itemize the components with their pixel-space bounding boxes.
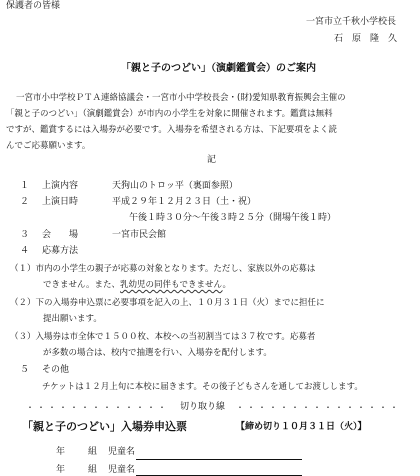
method-1-period: 。 — [222, 280, 232, 290]
item-2-label: 上演日時 — [42, 197, 79, 207]
cut-line-label: 切り取り線 — [180, 402, 226, 412]
form-row-1-name-field[interactable] — [136, 459, 302, 460]
form-row-2-name-label: 児童名 — [108, 465, 136, 475]
form-row-2-class: 組 — [88, 465, 98, 475]
item-1-label: 上演内容 — [42, 181, 79, 191]
form-row-1-name-label: 児童名 — [108, 447, 136, 457]
method-1-line-2 — [43, 281, 231, 290]
method-3-line-1: （３）入場券は市全体で１５００枚、本校への当初割当ては３７枚です。応募者 — [10, 332, 316, 342]
form-row-2-year: 年 — [56, 465, 66, 475]
form-title: 「親と子のつどい」入場券申込票 — [22, 420, 187, 433]
method-2-line-2: 提出願います。 — [43, 314, 102, 324]
item-1-value: 天狗山のトロッ平（裏面参照） — [112, 181, 238, 191]
method-2-line-1: （２）下の入場券申込票に必要事項を記入の上、１０月３１日（火）までに担任に — [10, 298, 325, 308]
item-3-label: 会 場 — [42, 230, 79, 240]
document-title: 「親と子のつどい」（演劇鑑賞会）のご案内 — [121, 63, 316, 74]
intro-line-3: ですが、鑑賞するには入場券が必要です。入場券を希望される方は、下記要項をよく読 — [6, 125, 337, 135]
item-4-number: ４ — [20, 246, 30, 256]
intro-line-1: 一宮市小中学校ＰＴＡ連絡協議会・一宮市小中学校長会・(財)愛知県教育振興会主催の — [16, 93, 346, 103]
item-2-value: 平成２９年１２月２３日（土・祝） — [112, 197, 257, 207]
item-3-value: 一宮市民会館 — [112, 230, 167, 240]
principal-name: 石 原 隆 久 — [334, 34, 398, 44]
salutation: 保護者の皆様 — [6, 1, 61, 11]
form-row-1-year: 年 — [56, 447, 66, 457]
method-1-line-1: （１）市内の小学生の親子が応募の対象となります。ただし、家族以外の応募は — [10, 264, 316, 274]
item-3-number: ３ — [20, 230, 30, 240]
intro-line-2: 「親と子のつどい」（演劇鑑賞会）が市内の小学生を対象に開催されます。鑑賞は無料 — [6, 109, 333, 119]
intro-line-4: んでご応募願います。 — [6, 141, 91, 151]
method-1-emphasis: 乳幼児の同伴もできません — [120, 280, 223, 290]
item-5-label: その他 — [42, 365, 70, 375]
item-5-number: ５ — [20, 365, 30, 375]
item-5-text: チケットは１２月上旬に本校に届きます。その後子どもさんを通してお渡しします。 — [42, 382, 363, 392]
method-1-text: できません。また、 — [43, 280, 121, 290]
form-deadline: 【締め切り１０月３１日（火）】 — [236, 422, 367, 432]
item-2-time: 午後１時３０分～午後３時２５分（開場午後１時） — [129, 213, 337, 223]
form-row-1-class: 組 — [88, 447, 98, 457]
cut-line-dots-left: ・・・・・・・・・・・・・ — [26, 403, 169, 412]
school-name: 一宮市立千秋小学校長 — [306, 17, 397, 27]
item-4-label: 応募方法 — [42, 246, 79, 256]
item-1-number: １ — [20, 181, 30, 191]
cut-line-dots-right: ・・・・・・・・・・・・・・・ — [236, 403, 401, 412]
item-2-number: ２ — [20, 197, 30, 207]
ki-heading: 記 — [207, 155, 217, 165]
method-3-line-2: が多数の場合は、校内で抽選を行い、入場券を配付します。 — [43, 348, 272, 358]
